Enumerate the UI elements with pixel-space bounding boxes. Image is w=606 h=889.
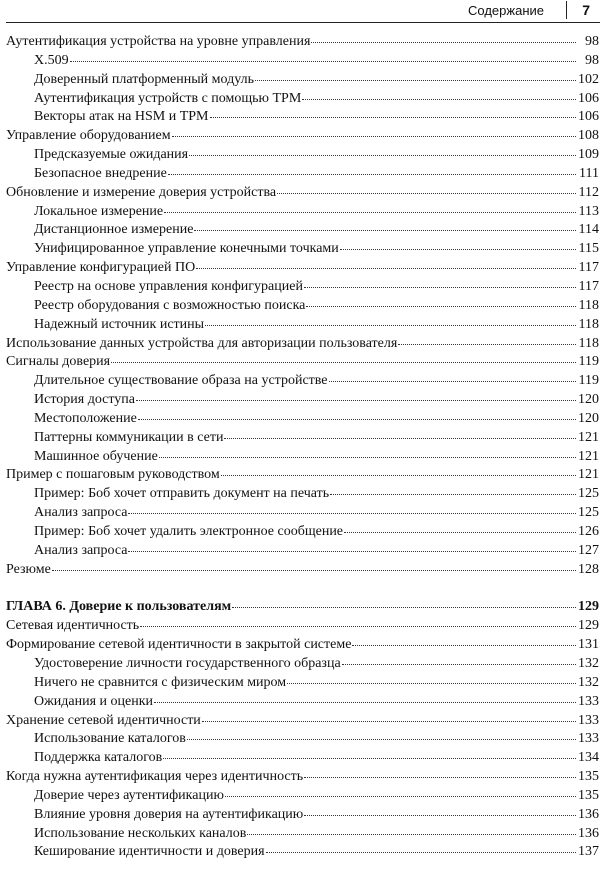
toc-leader-dots (304, 773, 576, 778)
toc-entry-page: 136 (578, 825, 599, 841)
toc-entry-title: Управление конфигурацией ПО (6, 260, 196, 276)
toc-entry-page: 127 (578, 542, 599, 558)
toc-leader-dots (70, 57, 576, 62)
toc-entry[interactable] (6, 674, 599, 693)
toc-entry-page: 121 (578, 429, 599, 445)
toc-entry[interactable] (6, 655, 599, 674)
toc-entry-title: Ожидания и оценки (34, 693, 154, 709)
toc-entry-page: 98 (585, 52, 599, 68)
toc-entry-page: 131 (578, 637, 599, 653)
toc-entry-page: 106 (578, 90, 599, 106)
toc-leader-dots (225, 792, 576, 797)
toc-entry[interactable] (6, 165, 599, 184)
toc-leader-dots (232, 603, 576, 608)
toc-entry[interactable] (6, 843, 599, 862)
toc-entry-title: Безопасное внедрение (34, 165, 167, 181)
toc-leader-dots (266, 848, 576, 853)
toc-entry-title: Надежный источник истины (34, 316, 205, 332)
toc-entry-title: Формирование сетевой идентичности в закрытой системе (6, 637, 352, 653)
table-of-contents (6, 33, 599, 862)
toc-leader-dots (344, 528, 576, 533)
toc-entry-page: 125 (578, 505, 599, 521)
toc-entry[interactable] (6, 240, 599, 259)
toc-entry-page: 125 (578, 486, 599, 502)
toc-entry[interactable] (6, 316, 599, 335)
toc-entry-title: Пример: Боб хочет удалить электронное сообщение (34, 523, 344, 539)
toc-leader-dots (306, 302, 576, 307)
toc-leader-dots (168, 170, 576, 175)
chapter-gap (6, 579, 599, 598)
toc-entry-title: Сетевая идентичность (6, 618, 140, 634)
toc-leader-dots (287, 679, 576, 684)
running-header (0, 0, 606, 26)
toc-entry[interactable] (6, 33, 599, 52)
toc-entry-title: Сигналы доверия (6, 354, 111, 370)
toc-entry-title: Доверенный платформенный модуль (34, 71, 254, 87)
toc-entry-page: 133 (578, 693, 599, 709)
toc-leader-dots (172, 132, 576, 137)
toc-entry[interactable] (6, 561, 599, 580)
toc-entry-title: Аутентификация устройства на уровне управления (6, 34, 311, 49)
toc-entry[interactable] (6, 504, 599, 523)
toc-chapter-entry[interactable] (6, 598, 599, 617)
toc-entry[interactable] (6, 429, 599, 448)
toc-entry-page: 133 (578, 712, 599, 728)
toc-entry-title: Пример: Боб хочет отправить документ на печать (34, 486, 330, 502)
toc-entry-page: 108 (578, 128, 599, 144)
toc-entry[interactable] (6, 693, 599, 712)
toc-entry-title: Ничего не сравнится с физическим миром (34, 674, 287, 690)
toc-entry-title: Аутентификация устройств с помощью TPM (34, 90, 302, 106)
toc-entry-title: Унифицированное управление конечными точками (34, 241, 339, 257)
toc-entry[interactable] (6, 768, 599, 787)
toc-leader-dots (163, 754, 576, 759)
toc-entry[interactable] (6, 203, 599, 222)
toc-entry[interactable] (6, 730, 599, 749)
toc-entry-page: 106 (578, 109, 599, 125)
toc-entry[interactable] (6, 184, 599, 203)
toc-entry-page: 136 (578, 806, 599, 822)
toc-entry[interactable] (6, 127, 599, 146)
toc-group-chapter-5-tail (6, 33, 599, 579)
toc-entry-page: 121 (578, 467, 599, 483)
toc-entry-title: Использование нескольких каналов (34, 825, 247, 841)
toc-leader-dots (196, 264, 576, 269)
toc-leader-dots (224, 434, 576, 439)
toc-leader-dots (52, 566, 576, 571)
toc-entry-title: Предсказуемые ожидания (34, 147, 189, 163)
header-rule (6, 22, 600, 23)
toc-entry-page: 132 (578, 656, 599, 671)
toc-entry-title: ГЛАВА 6. Доверие к пользователям (6, 599, 232, 615)
toc-leader-dots (210, 113, 577, 118)
toc-entry-page: 113 (578, 203, 599, 219)
toc-entry-title: Местоположение (34, 410, 137, 426)
toc-entry-page: 112 (578, 184, 599, 200)
toc-leader-dots (330, 490, 576, 495)
toc-leader-dots (128, 547, 576, 552)
toc-entry[interactable] (6, 259, 599, 278)
toc-leader-dots (164, 208, 576, 213)
toc-group-chapter-6 (6, 598, 599, 862)
toc-entry-title: Поддержка каталогов (34, 750, 163, 766)
toc-leader-dots (159, 453, 576, 458)
toc-entry-title: Пример с пошаговым руководством (6, 467, 220, 483)
toc-leader-dots (189, 151, 576, 156)
toc-entry[interactable] (6, 787, 599, 806)
toc-leader-dots (128, 509, 576, 514)
toc-leader-dots (202, 717, 576, 722)
toc-entry[interactable] (6, 466, 599, 485)
toc-entry[interactable] (6, 617, 599, 636)
header-section-title: Содержание (468, 3, 544, 18)
toc-entry-page: 118 (578, 316, 599, 332)
toc-entry-page: 118 (578, 297, 599, 313)
toc-entry[interactable] (6, 90, 599, 109)
toc-entry[interactable] (6, 278, 599, 297)
toc-entry-page: 137 (578, 844, 599, 860)
toc-entry-title: Паттерны коммуникации в сети (34, 429, 224, 445)
toc-entry-page: 109 (578, 147, 599, 163)
toc-entry-page: 133 (578, 731, 599, 747)
toc-leader-dots (187, 735, 576, 740)
toc-entry-title: Векторы атак на HSM и TPM (34, 109, 209, 125)
toc-entry-title: Анализ запроса (34, 542, 128, 558)
toc-leader-dots (340, 245, 576, 250)
toc-entry-page: 117 (578, 278, 599, 294)
toc-entry-title: Удостоверение личности государственного образца (34, 656, 341, 671)
toc-entry[interactable] (6, 335, 599, 354)
toc-entry-title: Реестр на основе управления конфигурацией (34, 278, 303, 294)
toc-entry-title: Кеширование идентичности и доверия (34, 844, 265, 860)
toc-entry[interactable] (6, 71, 599, 90)
toc-entry[interactable] (6, 221, 599, 240)
toc-entry[interactable] (6, 410, 599, 429)
toc-entry-page: 120 (578, 392, 599, 408)
toc-entry-page: 98 (585, 34, 599, 49)
toc-leader-dots (329, 377, 576, 382)
header-page-number: 7 (582, 2, 590, 18)
toc-entry-page: 121 (578, 448, 599, 464)
toc-entry-page: 134 (578, 750, 599, 766)
toc-entry[interactable] (6, 806, 599, 825)
toc-entry-page: 126 (578, 523, 599, 539)
toc-entry[interactable] (6, 825, 599, 844)
toc-leader-dots (111, 358, 576, 363)
toc-entry[interactable] (6, 712, 599, 731)
toc-entry-title: Влияние уровня доверия на аутентификацию (34, 806, 304, 822)
toc-entry-title: Обновление и измерение доверия устройства (6, 184, 277, 200)
toc-leader-dots (277, 189, 576, 194)
toc-leader-dots (221, 471, 576, 476)
toc-entry-page: 135 (578, 787, 599, 803)
toc-leader-dots (311, 38, 576, 43)
toc-entry[interactable] (6, 542, 599, 561)
toc-entry-title: Использование каталогов (34, 731, 186, 747)
toc-entry[interactable] (6, 523, 599, 542)
toc-entry-title: Доверие через аутентификацию (34, 787, 224, 803)
toc-entry-page: 132 (578, 674, 599, 690)
toc-leader-dots (304, 811, 576, 816)
toc-entry-page: 129 (578, 618, 599, 634)
toc-entry-page: 117 (578, 260, 599, 276)
toc-entry-page: 135 (578, 769, 599, 785)
toc-leader-dots (140, 622, 576, 627)
toc-entry-page: 118 (578, 335, 599, 351)
toc-entry-title: Хранение сетевой идентичности (6, 712, 201, 728)
toc-entry-title: Резюме (6, 561, 51, 577)
toc-leader-dots (136, 396, 576, 401)
toc-entry[interactable] (6, 108, 599, 127)
toc-entry[interactable] (6, 448, 599, 467)
toc-leader-dots (154, 698, 576, 703)
toc-entry-page: 111 (579, 165, 599, 181)
toc-leader-dots (247, 830, 576, 835)
toc-leader-dots (352, 641, 576, 646)
header-separator (566, 1, 567, 19)
toc-entry-page: 114 (578, 222, 599, 238)
toc-leader-dots (304, 283, 576, 288)
toc-entry-title: Локальное измерение (34, 203, 164, 219)
toc-entry[interactable] (6, 391, 599, 410)
toc-entry-page: 102 (578, 71, 599, 87)
toc-entry[interactable] (6, 146, 599, 165)
toc-entry-title: Машинное обучение (34, 448, 158, 464)
toc-entry[interactable] (6, 52, 599, 71)
toc-entry[interactable] (6, 372, 599, 391)
toc-leader-dots (398, 340, 576, 345)
toc-entry-page: 119 (578, 354, 599, 370)
toc-entry-title: История доступа (34, 392, 136, 408)
toc-leader-dots (194, 226, 576, 231)
toc-entry[interactable] (6, 353, 599, 372)
toc-entry-title: Реестр оборудования с возможностью поиска (34, 297, 306, 313)
toc-leader-dots (205, 321, 576, 326)
toc-leader-dots (342, 660, 576, 665)
toc-leader-dots (138, 415, 576, 420)
toc-entry-title: Когда нужна аутентификация через идентичность (6, 769, 304, 785)
toc-entry-page: 119 (578, 373, 599, 389)
toc-entry-title: Управление оборудованием (6, 128, 171, 144)
toc-entry-title: Длительное существование образа на устройстве (34, 373, 328, 389)
toc-entry[interactable] (6, 749, 599, 768)
toc-entry-page: 128 (578, 561, 599, 577)
toc-entry[interactable] (6, 636, 599, 655)
toc-leader-dots (302, 95, 576, 100)
toc-entry-page: 129 (578, 599, 599, 615)
toc-entry-title: Анализ запроса (34, 505, 128, 521)
toc-entry-title: X.509 (34, 52, 69, 68)
toc-entry-page: 115 (578, 241, 599, 257)
toc-entry[interactable] (6, 297, 599, 316)
toc-entry-title: Дистанционное измерение (34, 222, 194, 238)
toc-entry-page: 120 (578, 410, 599, 426)
toc-leader-dots (255, 76, 576, 81)
toc-entry[interactable] (6, 485, 599, 504)
toc-entry-title: Использование данных устройства для авторизации пользователя (6, 335, 398, 351)
